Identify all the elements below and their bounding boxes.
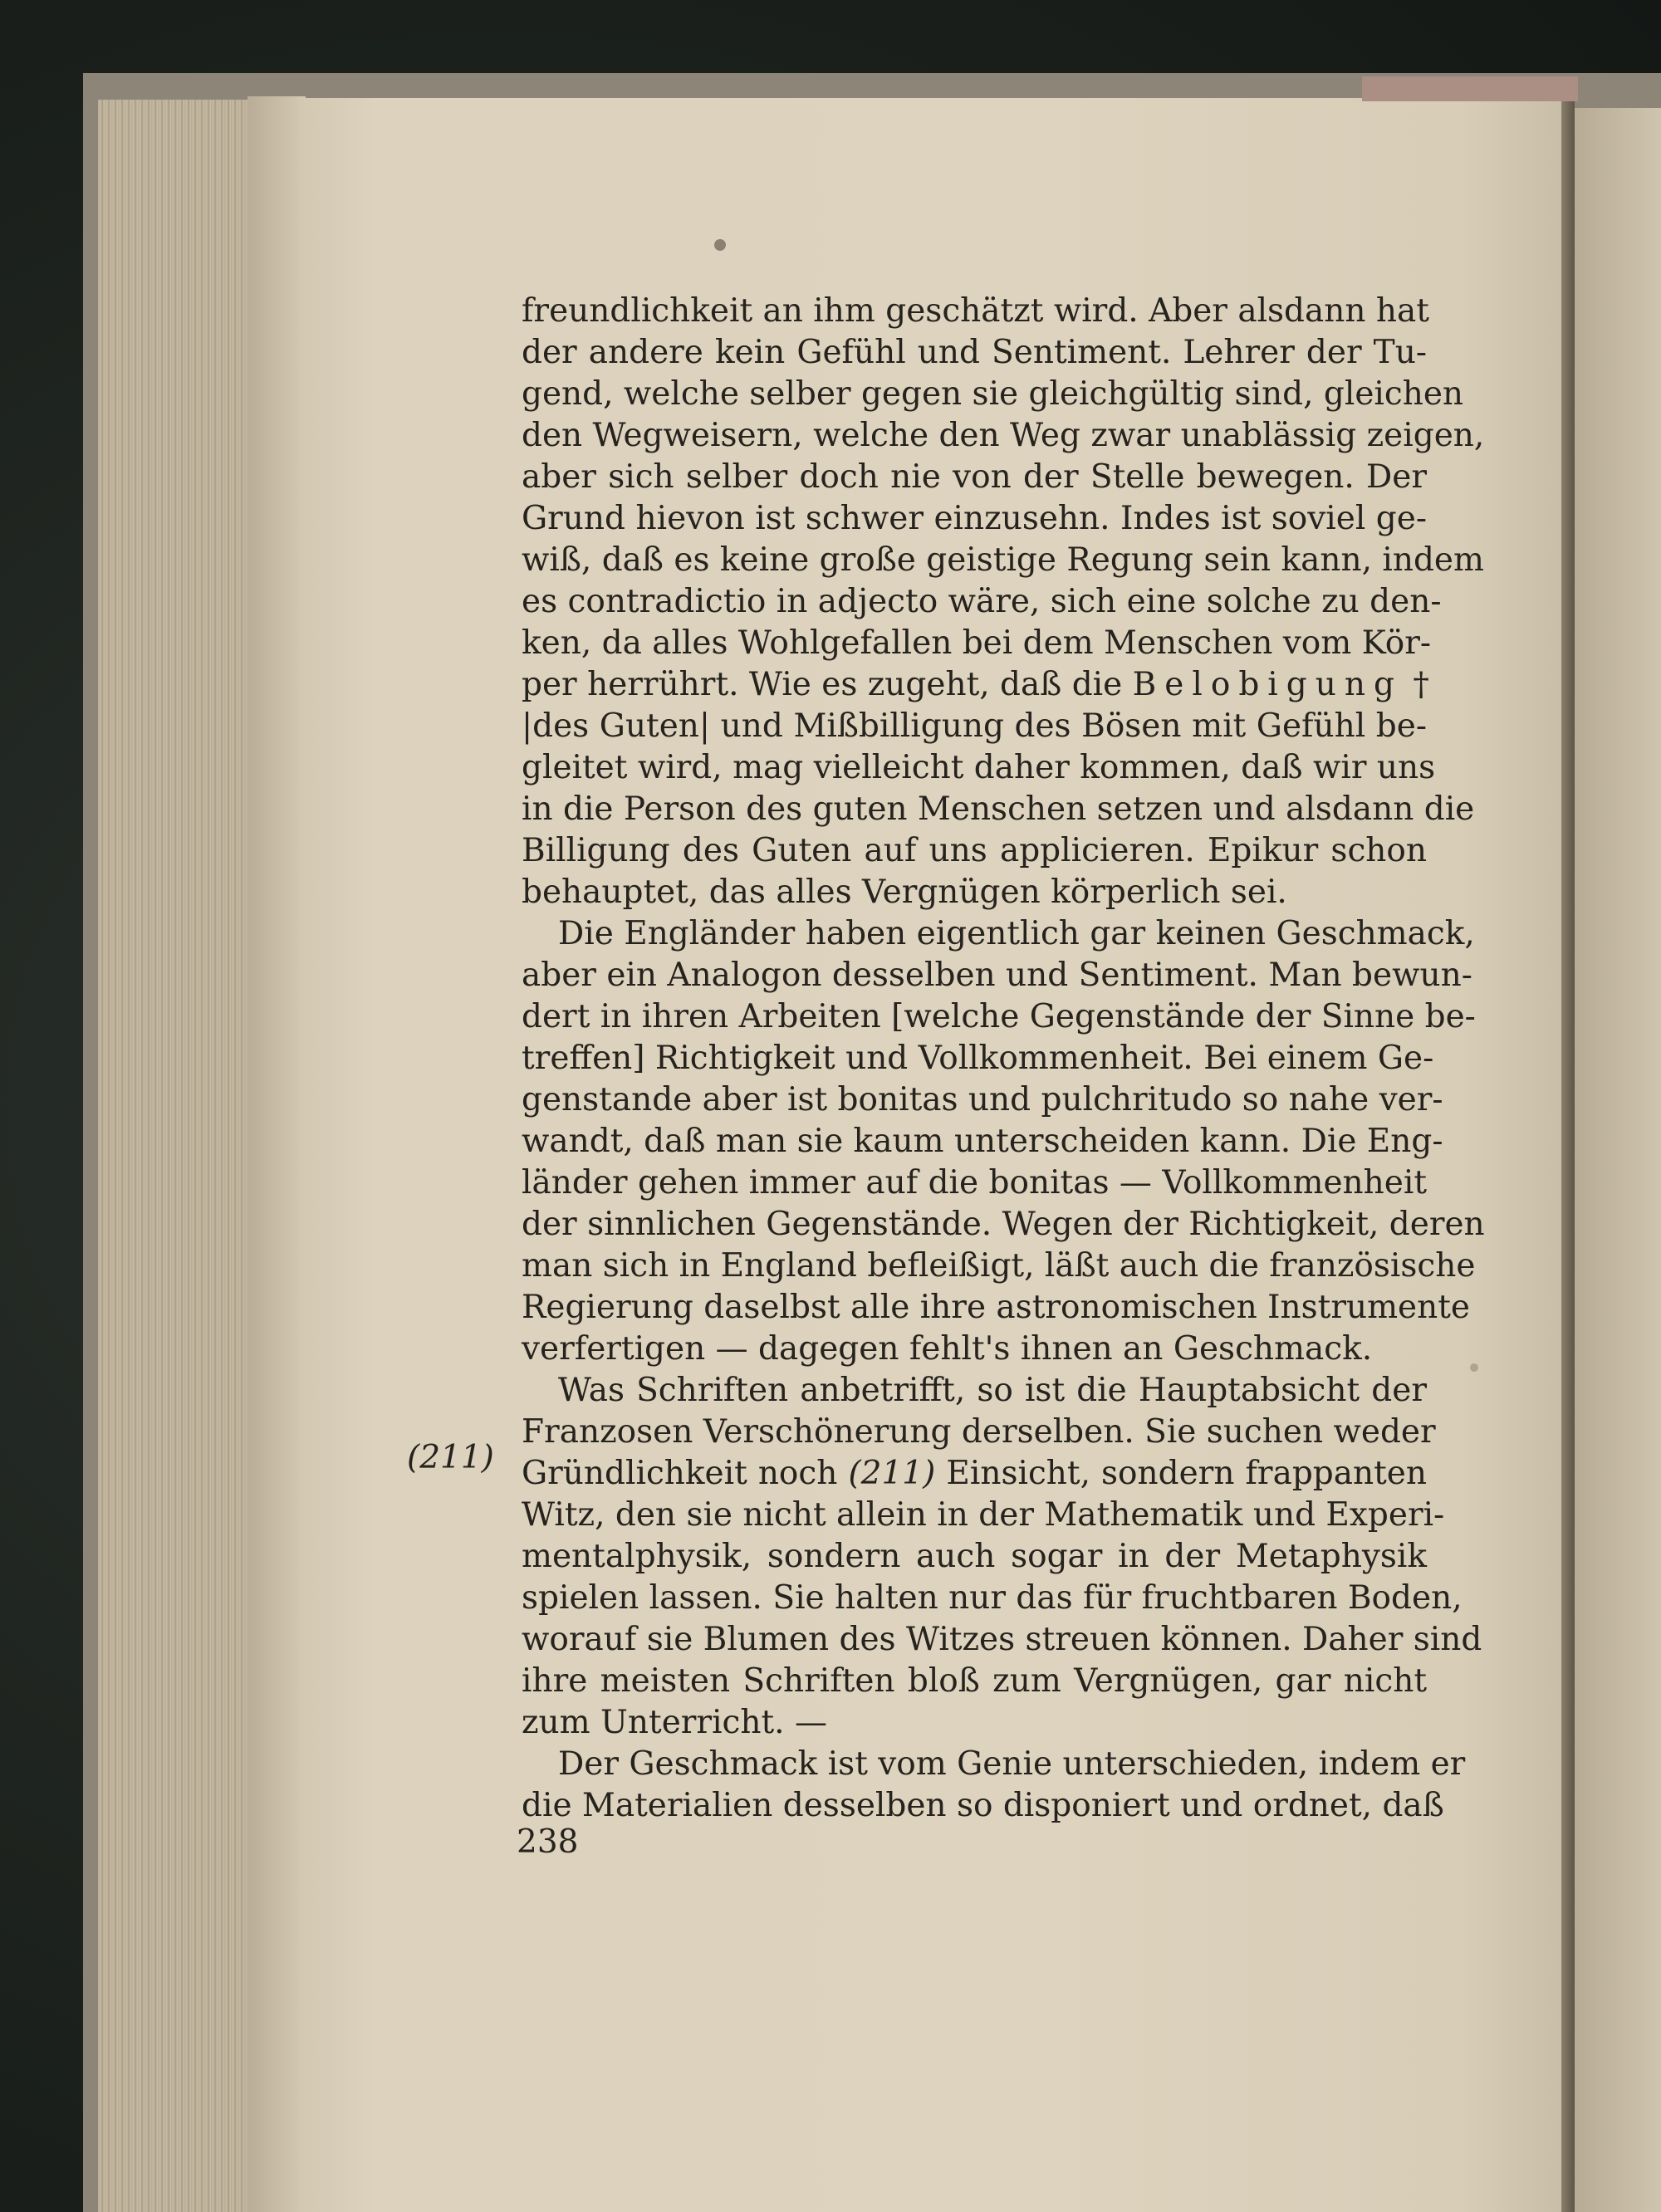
text-line: treffen] Richtigkeit und Vollkommenheit. Bei einem Ge- xyxy=(522,1040,1434,1077)
text-line: ihre meisten Schriften bloß zum Vergnügen, gar nicht xyxy=(522,1662,1427,1700)
text-line: zum Unterricht. — xyxy=(522,1704,827,1741)
text-line: es contradictio in adjecto wäre, sich eine solche zu den- xyxy=(522,583,1442,620)
text-line: Grund hievon ist schwer einzusehn. Indes ist soviel ge- xyxy=(522,500,1427,537)
text-line: der andere kein Gefühl und Sentiment. Lehrer der Tu- xyxy=(522,334,1427,371)
paper-speck xyxy=(714,239,726,251)
text-line: Der Geschmack ist vom Genie unterschieden, indem er xyxy=(558,1745,1466,1783)
page-edge-inner xyxy=(247,96,306,2212)
text-line: |des Guten| und Mißbilligung des Bösen mit Gefühl be- xyxy=(522,707,1427,745)
text-line: dert in ihren Arbeiten [welche Gegenstände der Sinne be- xyxy=(522,998,1476,1035)
text-line: Die Engländer haben eigentlich gar keinen Geschmack, xyxy=(558,915,1475,952)
text-line: den Wegweisern, welche den Weg zwar unablässig zeigen, xyxy=(522,417,1485,454)
text-line: Witz, den sie nicht allein in der Mathematik und Experi- xyxy=(522,1496,1445,1534)
text-line: Regierung daselbst alle ihre astronomischen Instrumente xyxy=(522,1289,1471,1326)
text-line xyxy=(522,664,1427,706)
text-line: verfertigen — dagegen fehlt's ihnen an Geschmack. xyxy=(522,1330,1373,1368)
text-line: Franzosen Verschönerung derselben. Sie suchen weder xyxy=(522,1413,1436,1451)
text-line: wandt, daß man sie kaum unterscheiden kann. Die Eng- xyxy=(522,1123,1443,1160)
text-line: Was Schriften anbetrifft, so ist die Hauptabsicht der xyxy=(558,1372,1427,1409)
page-number: 238 xyxy=(517,1823,579,1861)
text-line: aber sich selber doch nie von der Stelle bewegen. Der xyxy=(522,458,1427,496)
text-line: freundlichkeit an ihm geschätzt wird. Aber alsdann hat xyxy=(522,292,1429,330)
text-line: in die Person des guten Menschen setzen und alsdann die xyxy=(522,790,1475,828)
facing-page-edge xyxy=(1575,108,1661,2212)
text-line: behauptet, das alles Vergnügen körperlich sei. xyxy=(522,874,1287,911)
text-line: wiß, daß es keine große geistige Regung sein kann, indem xyxy=(522,541,1484,579)
page-edges xyxy=(98,100,249,2212)
text-line: man sich in England befleißigt, läßt auch die französische xyxy=(522,1247,1476,1285)
text-line: worauf sie Blumen des Witzes streuen können. Daher sind xyxy=(522,1621,1482,1658)
book-gutter xyxy=(1561,98,1575,2212)
text-line: Billigung des Guten auf uns applicieren. Epikur schon xyxy=(522,832,1427,869)
text-span: Einsicht, sondern frappanten xyxy=(946,1455,1427,1492)
text-line: gleitet wird, mag vielleicht daher kommen, daß wir uns xyxy=(522,749,1436,786)
text-span: Gründlichkeit noch xyxy=(522,1455,838,1492)
spaced-word: Belobigung xyxy=(1132,666,1403,703)
text-line: ken, da alles Wohlgefallen bei dem Menschen vom Kör- xyxy=(522,624,1432,662)
margin-note: (211) xyxy=(407,1439,494,1476)
inline-reference: (211) xyxy=(848,1455,936,1492)
text-line: der sinnlichen Gegenstände. Wegen der Richtigkeit, deren xyxy=(522,1206,1485,1243)
text-line: mentalphysik, sondern auch sogar in der Metaphysik xyxy=(522,1538,1427,1575)
text-span: per herrührt. Wie es zugeht, daß die xyxy=(522,666,1123,703)
text-line: aber ein Analogon desselben und Sentiment. Man bewun- xyxy=(522,957,1472,994)
text-line: länder gehen immer auf die bonitas — Vollkommenheit xyxy=(522,1164,1427,1201)
text-line: genstande aber ist bonitas und pulchritudo so nahe ver- xyxy=(522,1081,1443,1118)
cover-edge xyxy=(1362,76,1578,101)
dagger-mark: † xyxy=(1413,666,1429,703)
text-line: spielen lassen. Sie halten nur das für fruchtbaren Boden, xyxy=(522,1579,1463,1617)
text-line: gend, welche selber gegen sie gleichgültig sind, gleichen xyxy=(522,375,1464,413)
text-line xyxy=(522,1453,1427,1495)
paper-speck xyxy=(1470,1363,1478,1372)
text-line: die Materialien desselben so disponiert und ordnet, daß xyxy=(522,1787,1444,1824)
